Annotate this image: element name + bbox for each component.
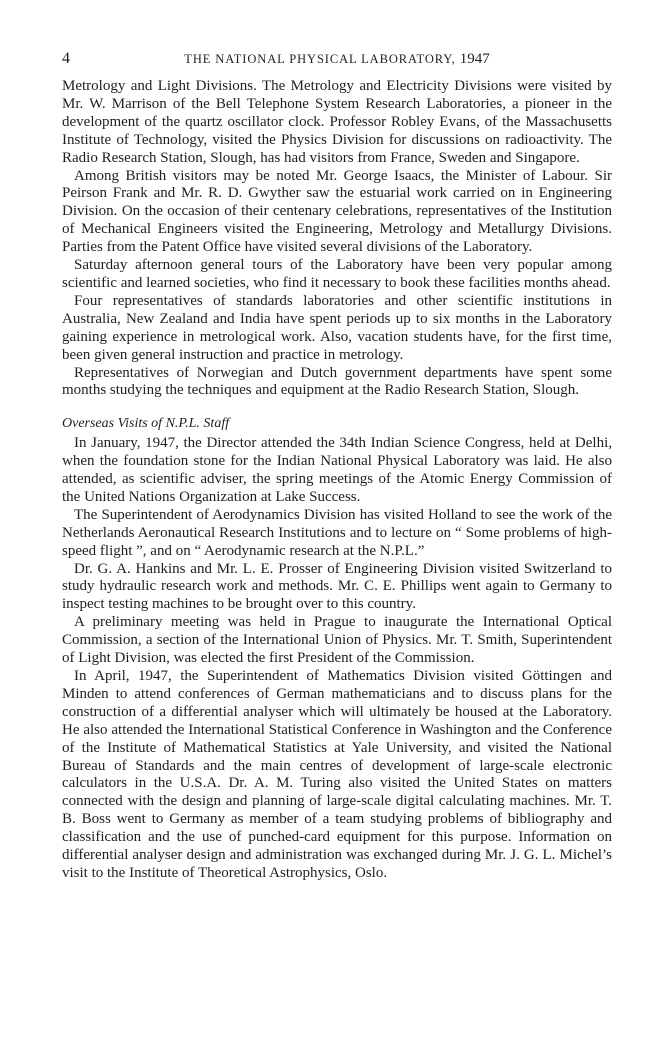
section-heading: Overseas Visits of N.P.L. Staff: [62, 416, 230, 432]
paragraph: The Superintendent of Aerodynamics Division has visited Holland to see the work of the Netherlands Aeronautical Research Institutions and to lecture on “ Some problems of high-speed flight ”, and on “ Aerodynamic research at the N.P.L.”: [62, 506, 612, 559]
running-title-text: THE NATIONAL PHYSICAL LABORATORY,: [184, 52, 456, 66]
paragraph: Among British visitors may be noted Mr. George Isaacs, the Minister of Labour. Sir Peirson Frank and Mr. R. D. Gwyther saw the estuarial work carried on in Engineering Division. On the occasion of their centenary celebrations, representatives of the Institution of Mechanical Engineers visited the Engineering, Metrology and Metallurgy Divisions. Parties from the Patent Office have visited several divisions of the Laboratory.: [62, 167, 612, 256]
paragraph: In April, 1947, the Superintendent of Mathematics Division visited Göttingen and Minden to attend conferences of German mathematicians and to discuss plans for the construction of a differential analyser which will ultimately be housed at the Laboratory. He also attended the International Statistical Conference in Washington and the Conference of the Institute of Mathematical Statistics at Yale University, and visited the National Bureau of Standards and the main centres of development of large-scale electronic calculators in the U.S.A. Dr. A. M. Turing also visited the United States on matters connected with the design and planning of large-scale digital calculating machines. Mr. T. B. Boss went to Germany as member of a team studying problems of bibliography and classification and the use of punched-card equipment for this purpose. Information on differential analyser design and administration was exchanged during Mr. J. G. L. Michel’s visit to the Institute of Theoretical Astrophysics, Oslo.: [62, 668, 612, 881]
running-title-year: 1947: [459, 51, 490, 67]
paragraph: Four representatives of standards laboratories and other scientific institutions in Australia, New Zealand and India have spent periods up to six months in the Laboratory gaining experience in metrological work. Also, vacation students have, for the first time, been given general instruction and practice in metrology.: [62, 292, 612, 363]
page: [62, 50, 612, 883]
paragraph: Dr. G. A. Hankins and Mr. L. E. Prosser of Engineering Division visited Switzerland to study hydraulic research work and methods. Mr. C. E. Phillips went again to Germany to inspect testing machines to be brought over to this country.: [62, 560, 612, 613]
paragraph: Saturday afternoon general tours of the Laboratory have been very popular among scientific and learned societies, who find it necessary to book these facilities months ahead.: [62, 257, 612, 291]
paragraph: A preliminary meeting was held in Prague to inaugurate the International Optical Commission, a section of the International Union of Physics. Mr. T. Smith, Superintendent of Light Division, was elected the first President of the Commission.: [62, 614, 612, 667]
paragraph: Representatives of Norwegian and Dutch government departments have spent some months studying the techniques and equipment at the Radio Research Station, Slough.: [62, 364, 612, 399]
paragraph: In January, 1947, the Director attended the 34th Indian Science Congress, held at Delhi, when the foundation stone for the Indian National Physical Laboratory was laid. He also attended, as scientific adviser, the spring meetings of the Atomic Energy Commission of the United Nations Organization at Lake Success.: [62, 435, 612, 505]
paragraph: Metrology and Light Divisions. The Metrology and Electricity Divisions were visited by Mr. W. Marrison of the Bell Telephone System Research Laboratories, a pioneer in the development of the quartz oscillator clock. Professor Robley Evans, of the Massachusetts Institute of Technology, visited the Physics Division for discussions on radioactivity. The Radio Research Station, Slough, has had visitors from France, Sweden and Singapore.: [62, 78, 612, 166]
page-header: [62, 50, 612, 72]
running-title: [62, 51, 612, 69]
page-number: 4: [62, 50, 70, 67]
